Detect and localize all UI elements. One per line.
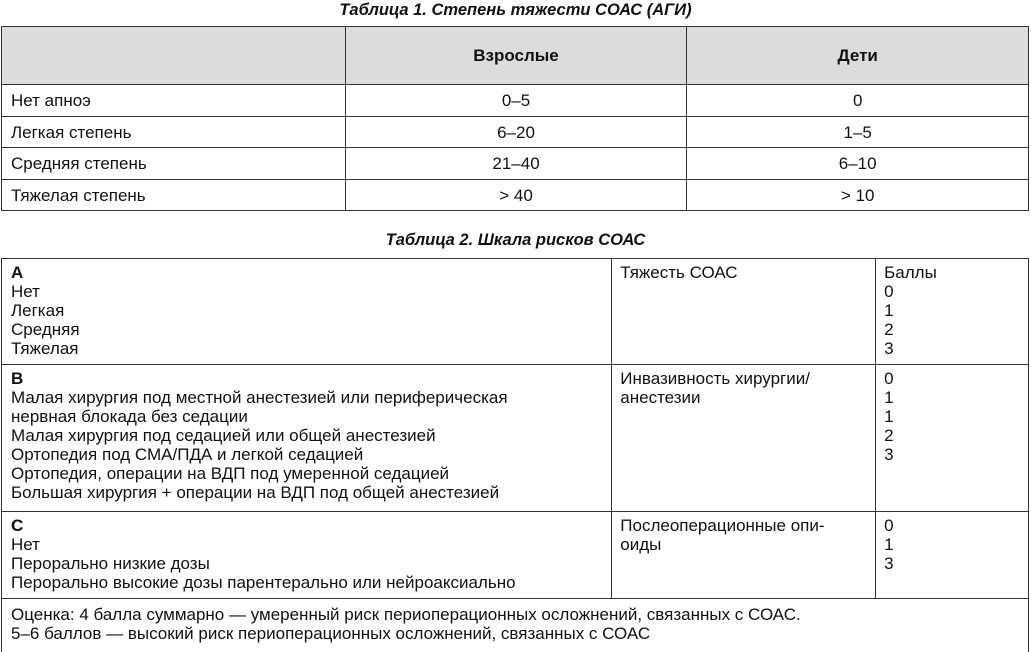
adults-value: > 40 [345, 179, 687, 211]
category-text: Послеоперационные опи- [620, 516, 825, 535]
points-value: 0 [884, 282, 894, 301]
points-value: 1 [884, 301, 894, 320]
section-a-items [2, 259, 612, 365]
adults-value: 21–40 [345, 148, 687, 180]
children-value: 6–10 [687, 148, 1029, 180]
points-value: 3 [884, 554, 894, 573]
section-b-category [612, 365, 876, 512]
children-value: > 10 [687, 179, 1029, 211]
row-label: Легкая степень [2, 116, 346, 148]
points-value: 0 [884, 369, 894, 388]
points-value: 3 [884, 445, 894, 464]
section-a-row [2, 259, 1029, 365]
table-row [2, 116, 1029, 148]
summary-row [2, 599, 1029, 652]
adults-value: 0–5 [345, 85, 687, 117]
list-item: Большая хирургия + операции на ВДП под общей анестезией [11, 483, 500, 502]
children-value: 1–5 [687, 116, 1029, 148]
table-row [2, 179, 1029, 211]
points-value: 1 [884, 535, 894, 554]
section-a-points [876, 259, 1029, 365]
section-b-items [2, 365, 612, 512]
list-item: Нет [11, 535, 40, 554]
severity-table [1, 26, 1029, 211]
header-adults: Взрослые [345, 27, 687, 85]
section-a-category [612, 259, 876, 365]
header-empty [2, 27, 346, 85]
table-row [2, 85, 1029, 117]
header-children: Дети [687, 27, 1029, 85]
category-text: Инвазивность хирургии/ [620, 369, 810, 388]
section-c-category [612, 512, 876, 599]
list-item: Ортопедия под СМА/ПДА и легкой седацией [11, 445, 364, 464]
row-label: Средняя степень [2, 148, 346, 180]
list-item: Тяжелая [11, 339, 79, 358]
category-text: оиды [620, 535, 662, 554]
summary-text: Оценка: 4 балла суммарно — умеренный риск периоперационных осложнений, связанных с СОАС. [11, 605, 801, 624]
points-value: 1 [884, 407, 894, 426]
section-b-row [2, 365, 1029, 512]
list-item: нервная блокада без седации [11, 407, 248, 426]
list-item: Перорально низкие дозы [11, 554, 210, 573]
points-value: 3 [884, 339, 894, 358]
list-item: Малая хирургия под местной анестезией или периферическая [11, 388, 508, 407]
row-label: Тяжелая степень [2, 179, 346, 211]
table2-caption: Таблица 2. Шкала рисков СОАС [385, 231, 646, 249]
category-text: анестезии [620, 388, 701, 407]
section-key: A [11, 263, 24, 282]
points-value: 0 [884, 516, 894, 535]
category-text: Тяжесть СОАС [620, 263, 738, 282]
list-item: Ортопедия, операции на ВДП под умеренной седацией [11, 464, 450, 483]
section-b-points [876, 365, 1029, 512]
table1-caption: Таблица 1. Степень тяжести СОАС (АГИ) [339, 1, 692, 19]
adults-value: 6–20 [345, 116, 687, 148]
section-key: B [11, 369, 24, 388]
risk-scale-table [1, 258, 1029, 652]
row-label: Нет апноэ [2, 85, 346, 117]
points-value: 2 [884, 426, 894, 445]
section-c-items [2, 512, 612, 599]
summary-cell [2, 599, 1029, 652]
points-value: 2 [884, 320, 894, 339]
table-row [2, 148, 1029, 180]
points-value: 1 [884, 388, 894, 407]
section-key: C [11, 516, 24, 535]
list-item: Средняя [11, 320, 80, 339]
section-c-row [2, 512, 1029, 599]
children-value: 0 [687, 85, 1029, 117]
points-header: Баллы [884, 263, 937, 282]
table-header-row [2, 27, 1029, 85]
list-item: Нет [11, 282, 40, 301]
section-c-points [876, 512, 1029, 599]
list-item: Малая хирургия под седацией или общей анестезией [11, 426, 436, 445]
list-item: Легкая [11, 301, 65, 320]
summary-text: 5–6 баллов — высокий риск периоперационных осложнений, связанных с СОАС [11, 624, 651, 643]
list-item: Перорально высокие дозы парентерально или нейроаксиально [11, 573, 516, 592]
